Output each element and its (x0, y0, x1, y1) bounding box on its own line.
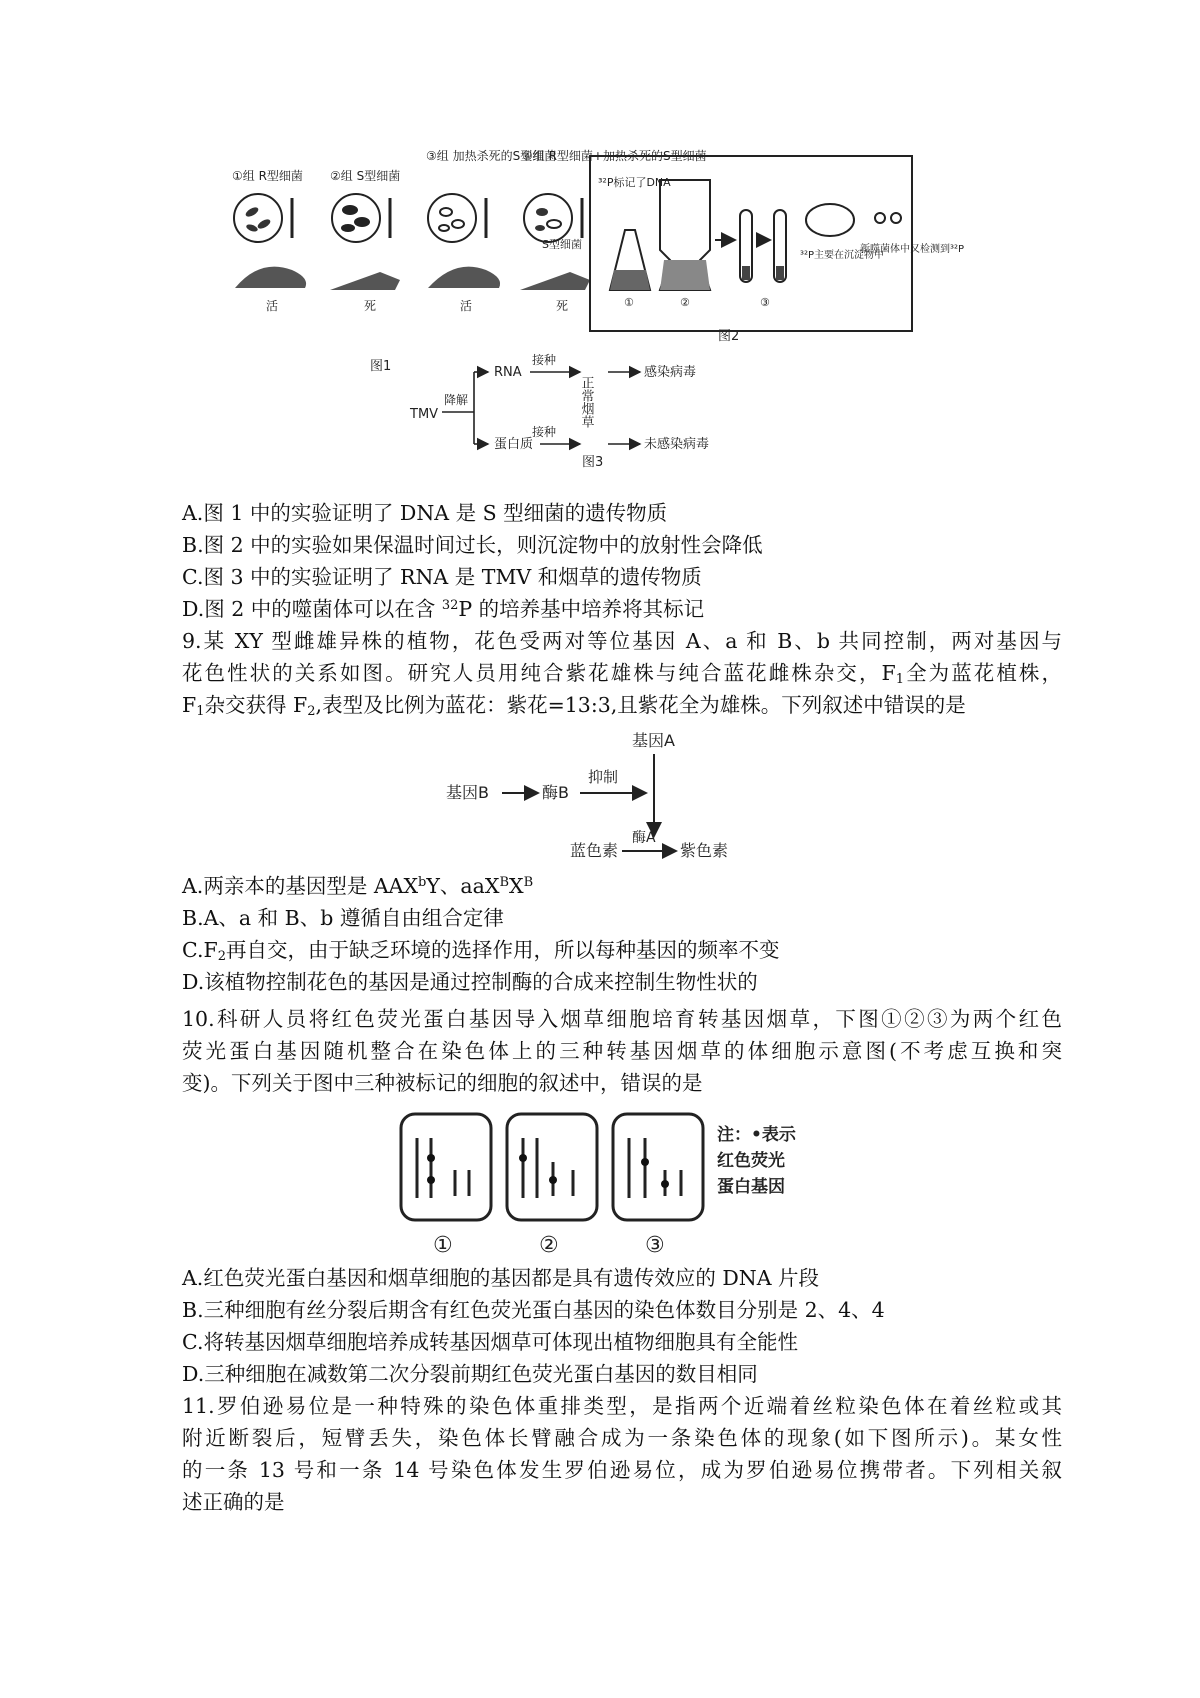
q9-stem-line-1: 9.某 XY 型雌雄异株的植物，花色受两对等位基因 A、a 和 B、b 共同控制，两对基因与 (182, 629, 1062, 653)
q11-stem-line-2: 附近断裂后，短臂丢失，染色体长臂融合成为一条染色体的现象(如下图所示)。某女性 (182, 1426, 1062, 1450)
q9-stem-line-2: 花色性状的关系如图。研究人员用纯合紫花雄株与纯合蓝花雌株杂交，$F_1$全为蓝花植株， (182, 661, 1062, 687)
fig2 (590, 156, 964, 331)
q8-option-b: B.图 2 中的实验如果保温时间过长，则沉淀物中的放射性会降低 (182, 533, 763, 557)
fig3-infected: 感染病毒 (644, 365, 697, 380)
fluorescent-gene-marker (661, 1180, 669, 1188)
fig3-tmv: TMV (410, 407, 439, 422)
phage-icon (875, 213, 885, 223)
fig1-group-1-outcome: 活 (266, 299, 279, 313)
cell-3-label: ③ (645, 1233, 665, 1258)
q9-stem-line-3: $F_1$杂交获得 $F_2$,表型及比例为蓝花：紫花=13:3,且紫花全为雄株。下列叙述中错误的是 (182, 693, 966, 719)
q10-option-a: A.红色荧光蛋白基因和烟草细胞的基因都是具有遗传效应的 DNA 片段 (182, 1266, 820, 1290)
cell-2 (507, 1114, 597, 1258)
cells-note-line-1: 注：•表示 (717, 1125, 796, 1145)
fig3-rna: RNA (494, 365, 522, 380)
culture-dish-icon (524, 194, 572, 242)
pathway-blue-pigment: 蓝色素 (570, 841, 619, 860)
fig1-group-2 (330, 168, 400, 313)
q9-option-c: $C.F_2$再自交，由于缺乏环境的选择作用，所以每种基因的频率不变 (182, 938, 780, 964)
fig1-group-1 (232, 168, 306, 313)
q10-stem-line-1: 10.科研人员将红色荧光蛋白基因导入烟草细胞培育转基因烟草，下图①②③为两个红色 (182, 1007, 1062, 1031)
phage-icon (891, 213, 901, 223)
mouse-dead-icon (520, 272, 590, 290)
fig1-group-3-outcome: 活 (460, 299, 473, 313)
fig1-group-2-outcome: 死 (364, 299, 377, 313)
fig2-new-phage-label: 新噬菌体中又检测到³²P (860, 244, 965, 255)
fluorescent-gene-marker (519, 1154, 527, 1162)
mouse-dead-icon (330, 272, 400, 290)
cell-1 (401, 1114, 491, 1258)
fig2-caption: 图2 (718, 329, 740, 344)
q10-option-d: D.三种细胞在减数第二次分裂前期红色荧光蛋白基因的数目相同 (182, 1362, 758, 1386)
fluorescent-gene-marker (641, 1158, 649, 1166)
fig3-inoculate-2: 接种 (532, 425, 557, 439)
cells-note-line-2: 红色荧光 (717, 1151, 785, 1171)
q10-stem-line-3: 变)。下列关于图中三种被标记的细胞的叙述中，错误的是 (182, 1071, 703, 1095)
bacteria-culture-icon (806, 204, 854, 236)
pathway-gene-b: 基因B (446, 783, 489, 802)
culture-dish-icon (428, 194, 476, 242)
culture-dish-icon (234, 194, 282, 242)
q10-option-b: B.三种细胞有丝分裂后期含有红色荧光蛋白基因的染色体数目分别是 2、4、4 (182, 1298, 885, 1322)
mouse-alive-icon (428, 267, 500, 288)
culture-dish-icon (332, 194, 380, 242)
fig3-caption: 图3 (582, 455, 604, 470)
q11-stem-line-3: 的一条 13 号和一条 14 号染色体发生罗伯逊易位，成为罗伯逊易位携带者。下列相关叙 (182, 1458, 1062, 1482)
pathway-gene-a: 基因A (632, 731, 675, 750)
q10-stem-line-2: 荧光蛋白基因随机整合在染色体上的三种转基因烟草的体细胞示意图(不考虑互换和突 (182, 1039, 1062, 1063)
fig3-inoculate-1: 接种 (532, 353, 557, 367)
fig3-tobacco: 正常烟草 (578, 376, 594, 428)
fig1-group-4-outcome: 死 (556, 299, 569, 313)
pathway-purple-pigment: 紫色素 (680, 841, 729, 860)
fig2-dna-label: ³²P标记了DNA (598, 176, 671, 189)
q8-option-c: C.图 3 中的实验证明了 RNA 是 TMV 和烟草的遗传物质 (182, 565, 702, 589)
fig1-group-3-label: ③组 加热杀死的S型细菌 (426, 149, 557, 163)
q8-option-d: D.图 2 中的噬菌体可以在含 $^{32}$P 的培养基中培养将其标记 (182, 597, 705, 621)
gene-pathway-diagram (440, 726, 760, 866)
fig3-protein: 蛋白质 (494, 437, 534, 452)
pathway-enzyme-a: 酶A (632, 830, 656, 846)
q9-option-b: B.A、a 和 B、b 遵循自由组合定律 (182, 906, 504, 930)
cells-note-line-3: 蛋白基因 (717, 1177, 785, 1197)
fig2-precipitate-label: ³²P主要在沉淀物中 (800, 250, 885, 261)
cell-3 (613, 1114, 703, 1258)
cell-2-label: ② (539, 1233, 559, 1258)
fluorescent-gene-marker (427, 1154, 435, 1162)
fig1-caption: 图1 (370, 359, 392, 374)
q10-option-c: C.将转基因烟草细胞培养成转基因烟草可体现出植物细胞具有全能性 (182, 1330, 798, 1354)
pathway-inhibit: 抑制 (588, 768, 619, 786)
figure-1-2 (230, 140, 1000, 470)
q8-option-a: A.图 1 中的实验证明了 DNA 是 S 型细菌的遗传物质 (182, 501, 668, 525)
fluorescent-gene-marker (549, 1176, 557, 1184)
fig1-group-4-label: ④组 R型细菌+加热杀死的S型细菌 (522, 149, 707, 163)
mouse-alive-icon (235, 267, 306, 288)
fluorescent-gene-marker (427, 1176, 435, 1184)
transgenic-cells-diagram (395, 1108, 835, 1260)
fig3-degrade: 降解 (444, 393, 469, 407)
fig1-group-2-label: ②组 S型细菌 (330, 169, 401, 183)
fig1-s-bacteria-label: S型细菌 (542, 238, 582, 251)
fig3-not-infected: 未感染病毒 (644, 437, 710, 452)
pathway-enzyme-b: 酶B (542, 783, 569, 802)
fig1-group-1-label: ①组 R型细菌 (232, 169, 303, 183)
fig2-step-2: ② (680, 296, 690, 309)
cell-1-label: ① (433, 1233, 453, 1258)
q11-stem-line-4: 述正确的是 (182, 1490, 285, 1514)
fig3 (409, 352, 709, 470)
q11-stem-line-1: 11.罗伯逊易位是一种特殊的染色体重排类型，是指两个近端着丝粒染色体在着丝粒或其 (182, 1394, 1062, 1418)
q9-option-d: D.该植物控制花色的基因是通过控制酶的合成来控制生物性状的 (182, 970, 758, 994)
q9-option-a: A.两亲本的基因型是 AAX$^b$Y、$aaX^BX^B$ (182, 874, 534, 898)
fig2-step-1: ① (624, 296, 634, 309)
fig2-step-3: ③ (760, 296, 770, 309)
